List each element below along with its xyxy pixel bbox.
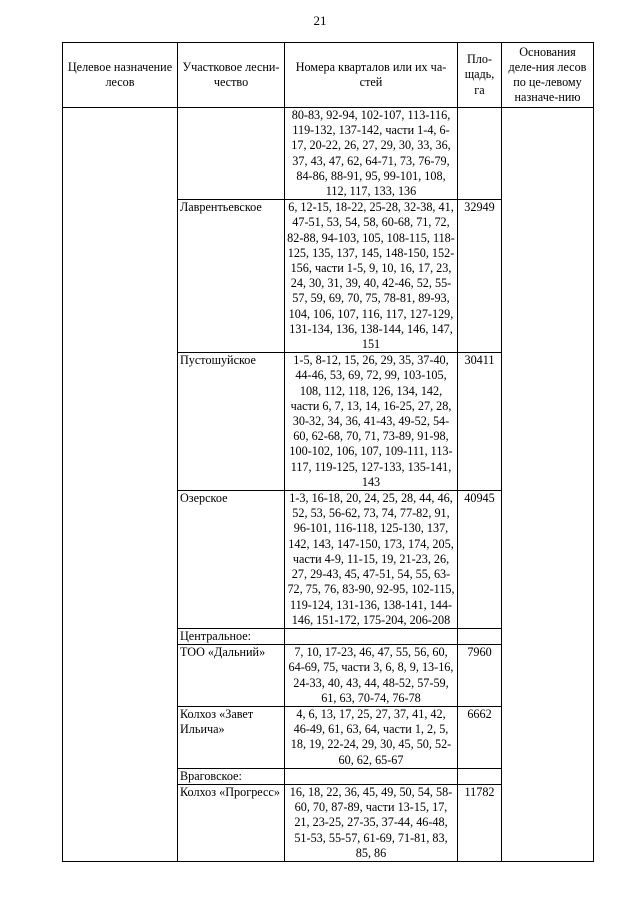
forestry-cell: Колхоз «Завет Ильича» (178, 706, 285, 768)
area-cell: 11782 (458, 784, 502, 861)
area-cell: 30411 (458, 353, 502, 491)
forestry-cell: Центральное: (178, 628, 285, 644)
table-row (63, 108, 594, 200)
area-cell (458, 768, 502, 784)
header-quarters: Номера кварталов или их ча-стей (285, 43, 458, 108)
forestry-cell: Колхоз «Прогресс» (178, 784, 285, 861)
forestry-cell: Лаврентьевское (178, 200, 285, 353)
quarters-cell: 1-5, 8-12, 15, 26, 29, 35, 37-40, 44-46, 53, 69, 72, 99, 103-105, 108, 112, 118, 126, 134, 142, части 6, 7, 13, 14, 16-25, 27, 28, 30-32, 34, 36, 41-43, 49-52, 54-60, 62-68, 70, 71, 73-89, 91-98, 100-102, 106, 107, 109-111, 113-117, 119-125, 127-133, 135-141, 143 (285, 353, 458, 491)
header-forestry: Участковое лесни-чество (178, 43, 285, 108)
area-cell (458, 628, 502, 644)
quarters-cell (285, 768, 458, 784)
area-cell: 40945 (458, 491, 502, 629)
page-number: 21 (313, 13, 327, 28)
forestry-cell: Озерское (178, 491, 285, 629)
quarters-cell (285, 628, 458, 644)
forestry-cell (178, 108, 285, 200)
forestry-cell: ТОО «Дальний» (178, 645, 285, 707)
basis-cell (502, 108, 594, 862)
area-cell: 7960 (458, 645, 502, 707)
area-cell (458, 108, 502, 200)
forestry-cell: Пустошуйское (178, 353, 285, 491)
table-header-row (63, 43, 594, 108)
header-basis: Основания деле-ния лесов по це-левому назначе-нию (502, 43, 594, 108)
purpose-cell (63, 108, 178, 862)
header-area: Пло-щадь, га (458, 43, 502, 108)
quarters-cell: 6, 12-15, 18-22, 25-28, 32-38, 41, 47-51, 53, 54, 58, 60-68, 71, 72, 82-88, 94-103, 105, 108-115, 118-125, 135, 137, 145, 148-150, 152-156, части 1-5, 9, 10, 16, 17, 23, 24, 30, 31, 39, 40, 42-46, 52, 55-57, 59, 69, 70, 75, 78-81, 89-93, 104, 106, 107, 116, 117, 127-129, 131-134, 136, 138-144, 146, 147, 151 (285, 200, 458, 353)
quarters-cell: 80-83, 92-94, 102-107, 113-116, 119-132, 137-142, части 1-4, 6-17, 20-22, 26, 27, 29, 30, 33, 36, 37, 43, 47, 62, 64-71, 73, 76-79, 84-86, 88-91, 95, 99-101, 108, 112, 117, 133, 136 (285, 108, 458, 200)
forestry-cell: Враговское: (178, 768, 285, 784)
quarters-cell: 4, 6, 13, 17, 25, 27, 37, 41, 42, 46-49, 61, 63, 64, части 1, 2, 5, 18, 19, 22-24, 29, 30, 45, 50, 52-60, 62, 65-67 (285, 706, 458, 768)
forest-purpose-table (62, 42, 594, 862)
quarters-cell: 16, 18, 22, 36, 45, 49, 50, 54, 58-60, 70, 87-89, части 13-15, 17, 21, 23-25, 27-35, 37-44, 46-48, 51-53, 55-57, 61-69, 71-81, 83, 85, 86 (285, 784, 458, 861)
quarters-cell: 1-3, 16-18, 20, 24, 25, 28, 44, 46, 52, 53, 56-62, 73, 74, 77-82, 91, 96-101, 116-118, 125-130, 137, 142, 143, 147-150, 173, 174, 205, части 4-9, 11-15, 19, 21-23, 26, 27, 29-43, 45, 47-51, 54, 55, 63-72, 75, 76, 83-90, 92-95, 102-115, 119-124, 131-136, 138-141, 144-146, 151-172, 175-204, 206-208 (285, 491, 458, 629)
area-cell: 32949 (458, 200, 502, 353)
area-cell: 6662 (458, 706, 502, 768)
quarters-cell: 7, 10, 17-23, 46, 47, 55, 56, 60, 64-69, 75, части 3, 6, 8, 9, 13-16, 24-33, 40, 43, 44, 48-52, 57-59, 61, 63, 70-74, 76-78 (285, 645, 458, 707)
header-purpose: Целевое назначение лесов (63, 43, 178, 108)
